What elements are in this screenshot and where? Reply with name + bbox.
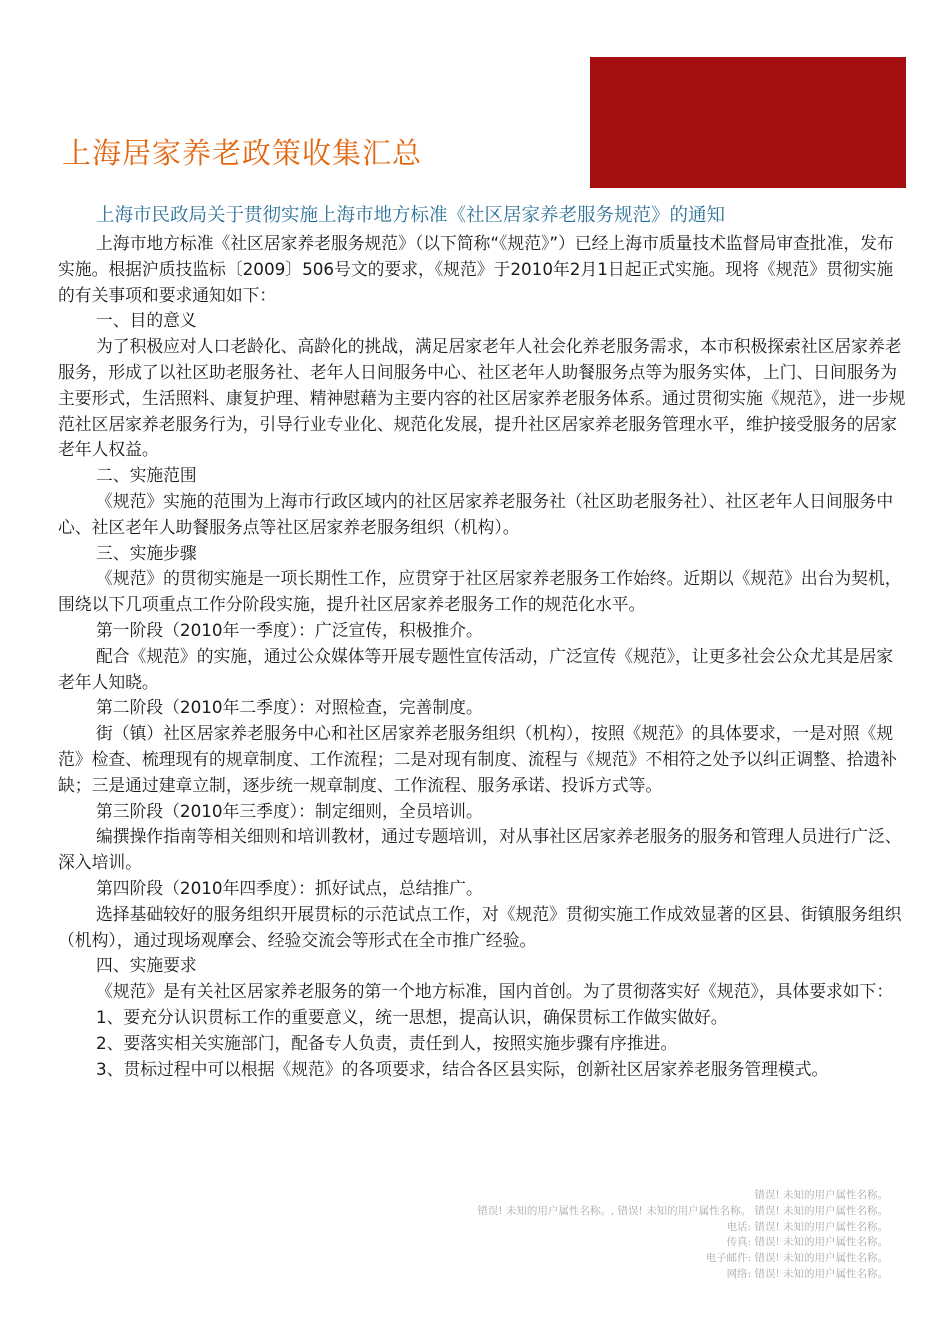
- footer-web: 网络: 错误! 未知的用户属性名称。: [726, 1267, 888, 1280]
- requirement-item: 1、要充分认识贯标工作的重要意义，统一思想，提高认识，确保贯标工作做实做好。: [96, 1006, 728, 1027]
- notice-body: [58, 231, 908, 1082]
- requirement-item: 3、贯标过程中可以根据《规范》的各项要求，结合各区县实际，创新社区居家养老服务管理模式。: [96, 1058, 829, 1079]
- paragraph-scope: 《规范》实施的范围为上海市行政区域内的社区居家养老服务社（社区助老服务社）、社区老年人日间服务中心、社区老年人助餐服务点等社区居家养老服务组织（机构）。: [58, 490, 894, 537]
- requirement-item: 2、要落实相关实施部门，配备专人负责，责任到人，按照实施步骤有序推进。: [96, 1032, 678, 1053]
- stage-four-text: 选择基础较好的服务组织开展贯标的示范试点工作，对《规范》贯彻实施工作成效显著的区县、街镇服务组织（机构），通过现场观摩会、经验交流会等形式在全市推广经验。: [58, 903, 902, 950]
- footer-phone: 电话: 错误! 未知的用户属性名称。: [726, 1220, 888, 1233]
- stage-four-heading: 第四阶段（2010年四季度）：抓好试点，总结推广。: [96, 877, 483, 898]
- footer-fax: 传真: 错误! 未知的用户属性名称。: [726, 1236, 888, 1249]
- document-title: 上海居家养老政策收集汇总: [62, 136, 423, 170]
- stage-three-heading: 第三阶段（2010年三季度）：制定细则，全员培训。: [96, 800, 483, 821]
- footer-line: 错误! 未知的用户属性名称。: [754, 1189, 888, 1201]
- section-heading-steps: 三、实施步骤: [96, 542, 197, 563]
- footer-line: 错误! 未知的用户属性名称。, 错误! 未知的用户属性名称。 错误! 未知的用户属性名称。: [477, 1204, 888, 1217]
- paragraph-steps: 《规范》的贯彻实施是一项长期性工作，应贯穿于社区居家养老服务工作始终。近期以《规范》出台为契机，围绕以下几项重点工作分阶段实施，提升社区居家养老服务工作的规范化水平。: [58, 568, 902, 615]
- stage-two-heading: 第二阶段（2010年二季度）：对照检查，完善制度。: [96, 697, 483, 718]
- footer-contact-block: [288, 1188, 888, 1283]
- stage-one-heading: 第一阶段（2010年一季度）：广泛宣传，积极推介。: [96, 619, 483, 640]
- header-color-block: [590, 57, 906, 188]
- section-heading-scope: 二、实施范围: [96, 465, 197, 486]
- stage-three-text: 编撰操作指南等相关细则和培训教材，通过专题培训，对从事社区居家养老服务的服务和管理人员进行广泛、深入培训。: [58, 826, 902, 873]
- section-heading-requirements: 四、实施要求: [96, 955, 197, 976]
- notice-title: 上海市民政局关于贯彻实施上海市地方标准《社区居家养老服务规范》的通知: [96, 205, 726, 226]
- section-heading-purpose: 一、目的意义: [96, 310, 197, 331]
- footer-email: 电子邮件: 错误! 未知的用户属性名称。: [705, 1252, 888, 1265]
- paragraph-intro: 上海市地方标准《社区居家养老服务规范》（以下简称“《规范》”）已经上海市质量技术监督局审查批准，发布实施。根据沪质技监标〔2009〕506号文的要求，《规范》于2010年2月1日起正式实施。现将《规范》贯彻实施的有关事项和要求通知如下：: [58, 233, 894, 305]
- stage-two-text: 街（镇）社区居家养老服务中心和社区居家养老服务组织（机构），按照《规范》的具体要求，一是对照《规范》检查、梳理现有的规章制度、工作流程；二是对现有制度、流程与《规范》不相符之处予以纠正调整、拾遗补缺；三是通过建章立制，逐步统一规章制度、工作流程、服务承诺、投诉方式等。: [58, 723, 898, 795]
- paragraph-requirements: 《规范》是有关社区居家养老服务的第一个地方标准，国内首创。为了贯彻落实好《规范》，具体要求如下：: [96, 981, 894, 1002]
- stage-one-text: 配合《规范》的实施，通过公众媒体等开展专题性宣传活动，广泛宣传《规范》，让更多社会公众尤其是居家老年人知晓。: [58, 645, 894, 692]
- paragraph-purpose: 为了积极应对人口老龄化、高龄化的挑战，满足居家老年人社会化养老服务需求，本市积极探索社区居家养老服务，形成了以社区助老服务社、老年人日间服务中心、社区老年人助餐服务点等为服务实体，上门、日间服务为主要形式，生活照料、康复护理、精神慰藉为主要内容的社区居家养老服务体系。通过贯彻实施《规范》，进一步规范社区居家养老服务行为，引导行业专业化、规范化发展，提升社区居家养老服务管理水平，维护接受服务的居家老年人权益。: [58, 336, 906, 460]
